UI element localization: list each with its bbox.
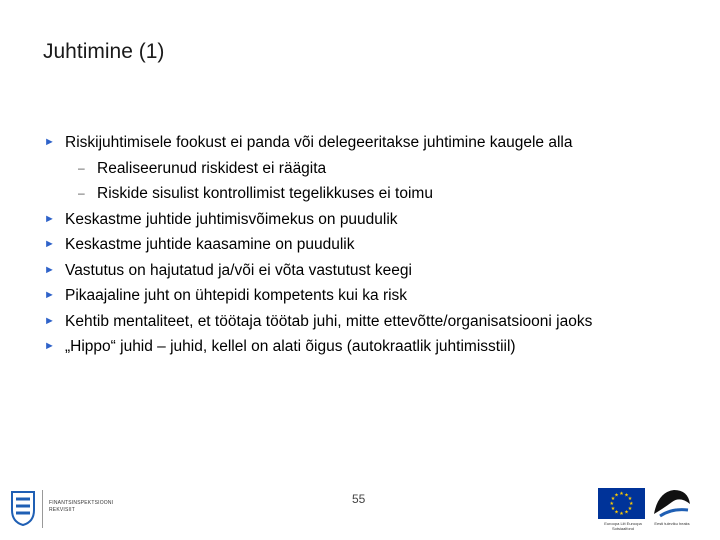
eu-flag-icon [598,488,645,519]
svg-text:★: ★ [629,501,634,507]
svg-text:★: ★ [627,496,633,502]
bullet-arrow-icon: ► [44,340,55,352]
bullet-text: Vastutus on hajutatud ja/või ei võta vastutust keegi [65,261,412,279]
bullet-text: Kehtib mentaliteet, et töötaja töötab juhi, mitte ettevõtte/organisatsiooni jaoks [65,312,593,330]
estonia-caption: Eesti tuleviku heaks [654,521,690,526]
svg-text:★: ★ [609,501,614,507]
bullet-text: Keskastme juhtide juhtimisvõimekus on puudulik [65,210,398,228]
bullet-arrow-icon: ► [44,238,55,250]
bullet-arrow-icon: ► [44,212,55,225]
bullet-item [44,283,704,309]
sub-bullet-item [44,156,704,182]
bullet-arrow-icon: ► [44,289,55,301]
bullet-item [44,207,704,233]
svg-text:★: ★ [624,509,629,516]
bullet-item [44,258,704,284]
bullet-text: Pikaajaline juht on ühtepidi kompetents kui ka risk [65,287,408,304]
bullet-list [44,130,704,360]
coat-of-arms-logo [10,490,36,526]
sub-bullet-text: Realiseerunud riskidest ei räägita [97,159,327,177]
svg-text:★: ★ [624,492,629,499]
sub-bullet-text: Riskide sisulist kontrollimist tegelikkuses ei toimu [97,185,433,202]
bullet-text: Riskijuhtimisele fookust ei panda või delegeeritakse juhtimine kaugele alla [65,134,573,151]
bullet-text: Keskastme juhtide kaasamine on puudulik [65,236,355,253]
bullet-arrow-icon: ► [44,136,55,148]
bullet-text: „Hippo“ juhid – juhid, kellel on alati õigus (autokraatlik juhtimisstiil) [65,338,516,355]
dash-icon: – [78,160,85,175]
bullet-item [44,309,704,335]
svg-text:★: ★ [614,509,619,516]
svg-text:★: ★ [614,492,619,499]
slide-title: Juhtimine (1) [43,40,165,63]
svg-text:★: ★ [610,506,616,512]
bullet-item [44,232,704,258]
sub-bullet-item [44,181,704,207]
bullet-arrow-icon: ► [44,314,55,327]
footer-divider [42,490,43,528]
svg-text:★: ★ [619,491,624,497]
eu-caption: Euroopa Liit Euroopa Sotsiaalfond [604,521,642,531]
svg-text:★: ★ [627,506,633,512]
dash-icon: – [78,186,85,200]
bullet-item [44,334,704,360]
svg-text:★: ★ [610,496,616,502]
estonia-logo-icon [650,486,692,520]
svg-text:★: ★ [619,511,624,517]
bullet-item [44,130,704,156]
page-number: 55 [352,492,366,506]
footer-organization-text: FINANTSINSPEKTSIOONI REKVISIIT [49,500,114,513]
bullet-arrow-icon: ► [44,263,55,276]
